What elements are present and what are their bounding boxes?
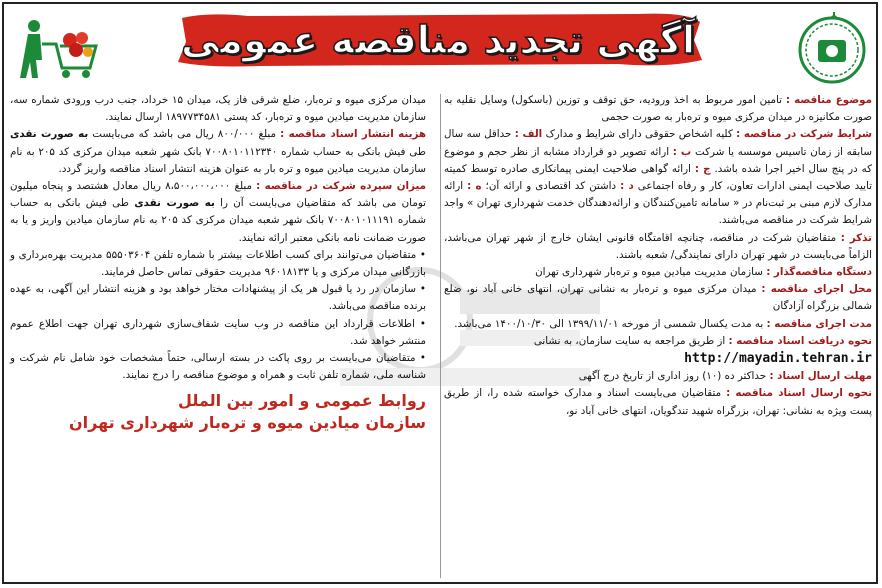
send-paragraph (444, 385, 872, 419)
dal-label: د : (620, 180, 634, 193)
send-text: متقاضیان می‌بایست اسناد و مدارک خواسته شده را، از طریق پست ویژه به نشانی: تهران، بزرگراه شهید تندگویان، انتهای خانی آباد نو، (444, 387, 872, 417)
place-heading: محل اجرای مناقصه : (761, 283, 872, 296)
footer-public-relations: روابط عمومی و امور بین الملل (178, 391, 426, 411)
right-column (444, 92, 872, 420)
send-heading: نحوه ارسال اسناد مناقصه : (726, 387, 872, 400)
website-link[interactable]: http://mayadin.tehran.ir (684, 351, 872, 367)
note-heading: تذکر : (840, 231, 872, 244)
column-divider (440, 94, 441, 578)
deposit-text-b: طی فیش بانکی به حساب شماره ۷۰۰۸۰۱۰۱۱۱۹۱ بانک شهر شعبه میدان مرکزی کد ۲۰۵ به نام سازمان میادین واریز و یا به صورت ضمانت نامه بانکی معتبر ارائه نمایند. (10, 197, 427, 244)
publish-heading: هزینه انتشار اسناد مناقصه : (280, 128, 426, 141)
bullet-rights-text: سازمان در رد یا قبول هر یک از پیشنهادات مختار خواهد بود و هزینه انتشار این آگهی، به عهده برنده مناقصه می‌باشد. (10, 283, 426, 313)
publish-text-b: طی فیش بانکی به حساب شماره ۷۰۰۸۰۱۰۱۱۲۳۴۰ بانک شهر شعبه میدان مرکزی کد ۲۰۵ به نام سازمان مدیریت میادین میوه و تره بار به عنوان هزینه انتشار اسناد مناقصه واریز گردد. (10, 145, 426, 175)
be-label: ب : (672, 145, 692, 158)
organizer-text: سازمان مدیریت میادین میوه و تره‌بار شهرداری تهران (535, 266, 763, 279)
conditions-heading: شرایط شرکت در مناقصه : (736, 128, 872, 141)
note-text: متقاضیان شرکت در مناقصه، چنانچه اقامتگاه قانونی ایشان خارج از شهر تهران می‌باشد، الزاماً می‌بایست در شهر تهران دارای نمایندگی/ شعبه باشند. (444, 231, 872, 261)
dal-text: داشتن کد اقتصادی و ارائه آن؛ (485, 180, 617, 193)
deadline-text: حداکثر ده (۱۰) روز اداری از تاریخ درج آگهی (578, 370, 767, 383)
bullet-envelope-text: متقاضیان می‌بایست بر روی پاکت در بسته ارسالی، حتماً مشخصات خود شامل نام شرکت و شناسه ملی، شماره تلفن ثابت و همراه و موضوع مناقصه را درج نمایند. (10, 352, 426, 382)
subject-heading: موضوع مناقصه : (785, 94, 873, 106)
be-text: ارائه تصویر دو قرارداد مشابه از نظر حجم و موضوع که در پنج سال اخیر اجرا شده باشد. (444, 145, 873, 175)
organizer-paragraph (444, 264, 872, 281)
deadline-paragraph (444, 368, 872, 385)
alef-label: الف : (514, 128, 543, 141)
note-paragraph (444, 230, 872, 264)
deadline-heading: مهلت ارسال اسناد : (769, 370, 872, 383)
conditions-paragraph (444, 126, 872, 229)
bullet-transparency-text: اطلاعات قرارداد این مناقصه در وب سایت شفاف‌سازی شهرداری تهران جهت اطلاع عموم منتشر خواهد شد. (10, 317, 426, 347)
bullet-contact-text: متقاضیان می‌توانند برای کسب اطلاعات بیشتر با شماره تلفن ۵۵۵۰۳۶۰۴ مدیریت بهره‌برداری و بازرگانی میدان مرکزی و یا ۹۶۰۱۸۱۳۳ مدیریت حقوقی تماس حاصل فرمایند. (10, 248, 426, 279)
organizer-heading: دستگاه مناقصه‌گذار : (766, 266, 872, 279)
deposit-text-a: مبلغ ۸،۵۰۰،۰۰۰،۰۰۰ ریال معادل هشتصد و پنجاه میلیون تومان می باشد که متقاضیان می‌بایست آن را (10, 180, 427, 210)
bullet-transparency: • اطلاعات قرارداد این مناقصه در وب سایت شفاف‌سازی شهرداری تهران جهت اطلاع عموم منتشر خواهد شد. (10, 317, 426, 347)
place-text: میدان مرکزی میوه و تره‌بار به نشانی تهران، انتهای خانی آباد نو، ضلع شمالی بزرگراه آزادگان (444, 283, 872, 313)
subject-text: تامین امور مربوط به اخذ ورودیه، حق توقف و توزین (باسکول) وسایل نقلیه به صورت مکانیزه در میدان مرکزی میوه و تره‌بار به صورت حجمی (444, 94, 872, 124)
publish-text-a: مبلغ ۸۰۰/۰۰۰ ریال می باشد که می‌بایست (92, 128, 277, 141)
logo-icon (794, 10, 870, 86)
duration-heading: مدت اجرای مناقصه : (766, 317, 872, 330)
shopping-cart-icon (16, 16, 100, 82)
receive-text: از طریق مراجعه به سایت سازمان، به نشانی (533, 334, 726, 347)
left-column (10, 92, 426, 434)
header (0, 0, 882, 92)
deposit-paragraph (10, 178, 426, 247)
place-paragraph (444, 281, 872, 315)
he-label: ه : (467, 180, 482, 193)
alef-text: حداقل سه سال سابقه از زمان تاسیس موسسه یا شرکت (444, 128, 872, 158)
bullet-contact: • متقاضیان می‌توانند برای کسب اطلاعات بیشتر با شماره تلفن ۵۵۵۰۳۶۰۴ مدیریت بهره‌برداری و بازرگانی میدان مرکزی و یا ۹۶۰۱۸۱۳۳ مدیریت حقوقی تماس حاصل فرمایند. (10, 248, 426, 279)
deposit-heading: میزان سپرده شرکت در مناقصه : (256, 180, 426, 193)
publish-paragraph (10, 126, 426, 178)
subject-paragraph (444, 92, 872, 126)
he-text: ارائه مدارک لازم مبنی بر ثبت‌نام در « سامانه تامین‌کنندگان و ارائه‌دهندگان خدمت شهرداری تهران » واجد شرایط شرکت در مناقصه می‌باشند. (444, 180, 872, 227)
address-paragraph: میدان مرکزی میوه و تره‌بار، ضلع شرقی فاز یک، میدان ۱۵ خرداد، جنب درب ورودی شماره سه، سازمان مدیریت میادین میوه و تره‌بار، کد پستی ۱۸۹۷۷۳۴۵۸۱ ارسال نمایند. (10, 94, 427, 124)
jim-label: ج : (694, 162, 711, 175)
footer-organization: سازمان میادین میوه و تره‌بار شهرداری تهران (69, 413, 426, 433)
deposit-cash: به صورت نقدی (134, 197, 215, 210)
conditions-text: کلیه اشخاص حقوقی دارای شرایط و مدارک (545, 128, 733, 141)
bullet-rights: • سازمان در رد یا قبول هر یک از پیشنهادات مختار خواهد بود و هزینه انتشار این آگهی، به عهده برنده مناقصه می‌باشد. (10, 283, 426, 313)
page-title: آگهی تجدید مناقصه عمومی (180, 18, 696, 62)
publish-cash: به صورت نقدی (10, 128, 89, 141)
receive-heading: نحوه دریافت اسناد مناقصه : (728, 334, 872, 347)
duration-text: به مدت یکسال شمسی از مورخه ۱۳۹۹/۱۱/۰۱ الی ۱۴۰۰/۱۰/۳۰ می‌باشد. (454, 317, 764, 330)
jim-text: ارائه گواهی صلاحیت ایمنی پیمانکاری صادره توسط کمیته تایید صلاحیت ایمنی ادارات تعاون، کار و رفاه اجتماعی (444, 162, 872, 193)
duration-paragraph (444, 316, 872, 333)
bullet-envelope: • متقاضیان می‌بایست بر روی پاکت در بسته ارسالی، حتماً مشخصات خود شامل نام شرکت و شناسه ملی، شماره تلفن ثابت و همراه و موضوع مناقصه را درج نمایند. (10, 352, 426, 382)
receive-paragraph (444, 333, 872, 368)
